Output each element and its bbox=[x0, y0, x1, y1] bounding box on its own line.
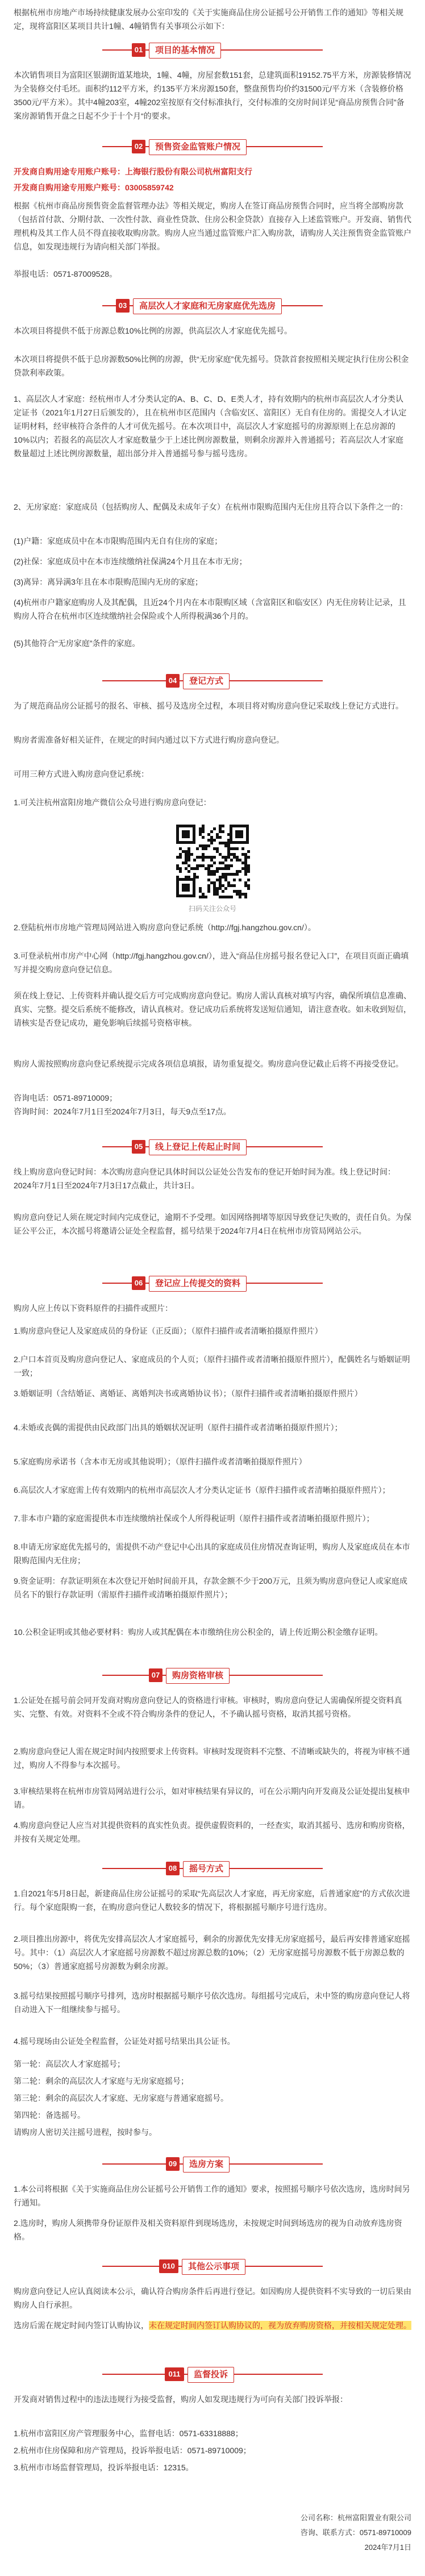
section-header-07 bbox=[0, 1665, 425, 1686]
s4-p1: 为了规范商品房公证摇号的报名、审核、摇号及选房全过程，本项目将对购房意向登记采取线上登记方式进行。 bbox=[14, 701, 403, 710]
section-header-08 bbox=[0, 1858, 425, 1879]
s4-p7: 须在线上登记、上传资料并确认提交后方可完成购房意向登记。购房人需认真核对填写内容，确保所填信息准确、真实、完整。提交后系统不能修改，请认真核对。登记成功后系统将发送短信通知，请注意查收。如未收到短信，请核实是否登记成功，避免影响后续摇号资格审核。 bbox=[14, 991, 411, 1027]
s4-p6: 3.可登录杭州市房产中心网（http://fgj.hangzhou.gov.cn/），进入“商品住房摇号报名登记入口”，在项目页面正确填写并提交购房意向登记信息。 bbox=[14, 951, 409, 974]
section-header-010 bbox=[0, 2256, 425, 2277]
s9-p1: 1.本公司将根据《关于实施商品住房公证摇号公开销售工作的通知》要求，按照摇号顺序号依次选房，选房时间另行通知。 bbox=[14, 2184, 410, 2207]
s4-p5: 2.登陆杭州市房地产管理局网站进入购房意向登记系统（http://fgj.hangzhou.gov.cn/）。 bbox=[14, 923, 316, 932]
s8-p7: 第三轮：剩余的高层次人才家庭、无房家庭与普通家庭摇号。 bbox=[14, 2094, 228, 2103]
s11-p4: 3.杭州市市场监督管理局，投诉举报电话：12315。 bbox=[14, 2463, 194, 2472]
s3-p2: 本次项目将提供不低于总房源数50%比例的房源，供“无房家庭”优先摇号。贷款首套按照相关规定执行住房公积金贷款利率政策。 bbox=[14, 355, 409, 377]
s6-p9: 8.申请无房家庭优先摇号的，需提供不动产登记中心出具的家庭成员住房情况查询证明，购房人及家庭成员在本市限购范围内无住房； bbox=[14, 1542, 410, 1565]
signature-company: 公司名称：杭州富阳置业有限公司 bbox=[300, 2513, 411, 2522]
s8-p6: 第二轮：剩余的高层次人才家庭与无房家庭摇号； bbox=[14, 2076, 189, 2086]
section-number: 09 bbox=[166, 2157, 180, 2171]
s6-p3: 2.户口本首页及购房意向登记人、家庭成员的个人页；（原件扫描件或者清晰拍摄原件照片），配偶姓名与婚姻证明一致； bbox=[14, 1355, 410, 1378]
section-header-05 bbox=[0, 1137, 425, 1157]
section-title: 预售资金监管账户情况 bbox=[149, 139, 247, 155]
section-title: 监督投诉 bbox=[188, 2367, 234, 2383]
section-header-04 bbox=[0, 671, 425, 691]
s8-p8: 第四轮：备选摇号。 bbox=[14, 2111, 85, 2120]
section-header-06 bbox=[0, 1273, 425, 1293]
s4-p10: 咨询时间：2024年7月1日至2024年7月3日，每天9点至17点。 bbox=[14, 1107, 231, 1116]
s11-p1: 开发商对销售过程中的违法违规行为接受监督，购房人如发现违规行为可向有关部门投诉举报： bbox=[14, 2395, 348, 2404]
qr-caption: 扫码关注公众号 bbox=[188, 905, 236, 913]
section-title: 购房资格审核 bbox=[166, 1668, 230, 1684]
s1-paragraph: 本次销售项目为富阳区银湖街道某地块，1幢、4幢，房屋套数151套，总建筑面积19152.75平方米，房源装修情况为全装修交付毛坯。面积约112平方米，约135平方米房源150套，整盘预售均价约31500元/平方米（含装修价格3500元/平方米）。其中4幢203室，4幢202室按原有交付标准执行，交付标准的交房时间详见“商品房预售合同”备案房源销售开盘之日起不少于十个月“的要求。 bbox=[14, 70, 411, 120]
signature-phone: 咨询、联系方式：0571-89710009 bbox=[300, 2528, 411, 2537]
s3-p3: 1、高层次人才家庭：经杭州市人才分类认定的A、B、C、D、E类人才，持有效期内的杭州市高层次人才分类认定证书（2021年1月27日后颁发的），且在杭州市区范围内（含临安区、富阳区）无自有住房的。需提交人才认定证明材料，经审核符合条件的人才可优先摇号。在本次项目中，高层次人才家庭摇号的房源原则上在总房源的10%以内；若报名的高层次人才家庭数量少于上述比例房源数量，则剩余房源并入普通摇号；若高层次人才家庭数量超过上述比例房源数量，超出部分并入普通摇号参与摇号选房。 bbox=[14, 394, 407, 458]
s6-p7: 6.高层次人才家庭需上传有效期内的杭州市高层次人才分类认定证书（原件扫描件或者清晰拍摄原件照片）； bbox=[14, 1485, 390, 1495]
s7-p2: 2.购房意向登记人需在规定时间内按照要求上传资料。审核时发现资料不完整、不清晰或缺失的，将视为审核不通过，购房人不得参与本次摇号。 bbox=[14, 1747, 410, 1770]
s6-p6: 5.家庭购房承诺书（含本市无房或其他说明）；（原件扫描件或者清晰拍摄原件照片） bbox=[14, 1457, 307, 1466]
section-title: 登记应上传提交的资料 bbox=[149, 1276, 247, 1292]
section-number: 06 bbox=[132, 1276, 145, 1290]
s4-p4: 1.可关注杭州富阳房地产微信公众号进行购房意向登记： bbox=[14, 798, 211, 807]
s6-p10: 9.资金证明：存款证明须在本次登记开始时间前开具，存款金额不少于200万元，且须为购房意向登记人或家庭成员名下的银行存款证明（需原件扫描件或清晰拍摄原件照片）； bbox=[14, 1576, 408, 1599]
s6-p5: 4.未婚或丧偶的需提供由民政部门出具的婚姻状况证明（原件扫描件或者清晰拍摄原件照片）； bbox=[14, 1423, 343, 1432]
s6-p4: 3.婚姻证明（含结婚证、离婚证、离婚判决书或离婚协议书）；（原件扫描件或者清晰拍摄原件照片） bbox=[14, 1389, 363, 1398]
s8-p2: 2.项目推出房源中，将优先安排高层次人才家庭摇号，剩余的房源优先安排无房家庭摇号，最后再安排普通家庭摇号。其中：（1）高层次人才家庭摇号房源数不超过房源总数的10%；（2）无房家庭摇号房源数不低于房源总数的50%；（3）普通家庭摇号房源数为剩余房源。 bbox=[14, 1934, 410, 1971]
s10-p2-highlight: 未在规定时间内签订认购协议的，视为放弃购房资格，并按相关规定处理。 bbox=[149, 2321, 411, 2330]
section-number: 04 bbox=[166, 674, 180, 688]
s8-p4: 4.摇号现场由公证处全程监督，公证处对摇号结果出具公证书。 bbox=[14, 2037, 235, 2046]
s8-p3: 3.摇号结果按照摇号顺序号排列，选房时根据摇号顺序号依次选房。每组摇号完成后，未中签的购房意向登记人将自动进入下一组继续参与摇号。 bbox=[14, 1991, 410, 2014]
section-header-03 bbox=[0, 296, 425, 316]
s8-p9: 请购房人密切关注摇号进程，按时参与。 bbox=[14, 2128, 157, 2137]
section-number: 02 bbox=[132, 140, 145, 153]
s5-p1: 线上购房意向登记时间：本次购房意向登记具体时间以公证处公告发布的登记开始时间为准。线上登记时间：2024年7月1日至2024年7月3日17点截止，共计3日。 bbox=[14, 1167, 395, 1190]
s5-p2: 购房意向登记人须在规定时间内完成登记，逾期不予受理。如因网络拥堵等原因导致登记失败的，责任自负。为保证公平公正，本次摇号将邀请公证处全程监督，摇号结果于2024年7月4日在杭州市房管局网站公示。 bbox=[14, 1213, 411, 1235]
signature-date: 2024年7月1日 bbox=[364, 2543, 411, 2552]
s6-p8: 7.非本市户籍的家庭需提供本市连续缴纳社保或个人所得税证明（原件扫描件或者清晰拍摄原件照片）； bbox=[14, 1514, 374, 1523]
s4-p9: 咨询电话：0571-89710009； bbox=[14, 1093, 118, 1102]
intro-text: 根据杭州市房地产市场持续健康发展办公室印发的《关于实施商品住房公证摇号公开销售工作的通知》等相关规定，现将富阳区某项目共计1幢、4幢销售有关事项公示如下： bbox=[14, 8, 403, 31]
section-header-01 bbox=[0, 40, 425, 60]
section-title: 选房方案 bbox=[183, 2157, 230, 2173]
qr-code-image bbox=[173, 821, 252, 901]
s9-p2: 2.选房时，购房人须携带身份证原件及相关资料原件到现场选房，未按规定时间到场选房的视为自动放弃选房资格。 bbox=[14, 2219, 402, 2241]
s11-p2: 1.杭州市富阳区房产管理服务中心，监督电话：0571-63318888； bbox=[14, 2429, 243, 2438]
section-number: 010 bbox=[159, 2259, 178, 2273]
section-header-09 bbox=[0, 2154, 425, 2174]
s2-account-number: 开发商自购用途专用账户账号：03005859742 bbox=[14, 183, 174, 192]
section-number: 07 bbox=[149, 1668, 163, 1682]
s2-paragraph: 根据《杭州市商品房预售资金监督管理办法》等相关规定，购房人在签订商品房预售合同时，应当将全部购房款（包括首付款、分期付款、一次性付款、商业性贷款、住房公积金贷款）直接存入上述监管账户。开发商、销售代理机构及其工作人员不得直接收取购房款。购房人应当通过监管账户汇入购房款，请购房人关注预售资金监管账户信息，如发现违规行为请向相关部门举报。 bbox=[14, 201, 411, 251]
section-title: 项目的基本情况 bbox=[149, 43, 221, 59]
section-number: 08 bbox=[166, 1862, 180, 1875]
section-title: 高层次人才家庭和无房家庭优先选房 bbox=[133, 298, 282, 314]
s4-p3: 可用三种方式进入购房意向登记系统： bbox=[14, 769, 149, 779]
s4-p2: 购房者需准备好相关证件，在规定的时间内通过以下方式进行购房意向登记。 bbox=[14, 735, 284, 744]
s3-p7: (3)离异：离异满3年且在本市限购范围内无房的家庭； bbox=[14, 577, 203, 586]
s3-p9: (5)其他符合“无房家庭”条件的家庭。 bbox=[14, 639, 140, 648]
section-title: 线上登记上传起止时间 bbox=[149, 1139, 247, 1155]
s10-p1: 购房意向登记人应认真阅读本公示，确认符合购房条件后再进行登记。如因购房人提供资料不实导致的一切后果由购房人自行承担。 bbox=[14, 2287, 411, 2309]
s11-p3: 2.杭州市住房保障和房产管理局，投诉举报电话：0571-89710009； bbox=[14, 2446, 251, 2455]
s3-p8: (4)杭州市户籍家庭购房人及其配偶，且近24个月内在本市限购区域（含富阳区和临安区）内无住房转让记录，且购房人符合在杭州市区连续缴纳社会保险或个人所得税满36个月的。 bbox=[14, 598, 406, 621]
section-title: 摇号方式 bbox=[183, 1861, 230, 1877]
s7-p1: 1.公证处在摇号前会同开发商对购房意向登记人的资格进行审核。审核时，购房意向登记人需确保所提交资料真实、完整、有效。对资料不全或不符合购房条件的登记人，不予确认摇号资格，取消其摇号资格。 bbox=[14, 1696, 402, 1718]
s10-p2 bbox=[14, 2319, 411, 2332]
section-number: 011 bbox=[165, 2367, 184, 2381]
section-header-02 bbox=[0, 136, 425, 157]
section-header-011 bbox=[0, 2364, 425, 2384]
s6-p2: 1.购房意向登记人及家庭成员的身份证（正反面）；（原件扫描件或者清晰拍摄原件照片） bbox=[14, 1326, 323, 1335]
s3-p6: (2)社保：家庭成员中在本市连续缴纳社保满24个月且在本市无房； bbox=[14, 557, 247, 566]
s6-p11: 10.公积金证明或其他必要材料：购房人或其配偶在本市缴纳住房公积金的，请上传近期公积金缴存证明。 bbox=[14, 1628, 383, 1637]
section-number: 05 bbox=[132, 1140, 145, 1154]
section-number: 03 bbox=[116, 299, 130, 313]
section-title: 其他公示事项 bbox=[182, 2259, 245, 2275]
s4-p8: 购房人需按照购房意向登记系统提示完成各项信息填报，请勿重复提交。购房意向登记截止后将不再接受登记。 bbox=[14, 1059, 403, 1068]
section-number: 01 bbox=[132, 43, 145, 57]
s10-p2-text: 选房后需在规定时间内签订认购协议， bbox=[14, 2321, 149, 2330]
s2-account-bank: 开发商自购用途专用账户账号：上海银行股份有限公司杭州富阳支行 bbox=[14, 167, 252, 176]
s3-p5: (1)户籍：家庭成员中在本市限购范围内无自有住房的家庭； bbox=[14, 536, 223, 546]
s8-p5: 第一轮：高层次人才家庭摇号； bbox=[14, 2059, 125, 2069]
s2-phone: 举报电话：0571-87009528。 bbox=[14, 269, 118, 278]
s7-p3: 3.审核结果将在杭州市房管局网站进行公示，如对审核结果有异议的，可在公示期内向开发商及公证处提出复核申请。 bbox=[14, 1787, 410, 1809]
s7-p4: 4.购房意向登记人应当对其提供资料的真实性负责。提供虚假资料的，一经查实，取消其摇号、选房和购房资格，并按有关规定处理。 bbox=[14, 1821, 410, 1843]
section-title: 登记方式 bbox=[183, 673, 230, 689]
s3-p4: 2、无房家庭：家庭成员（包括购房人、配偶及未成年子女）在杭州市限购范围内无住房且符合以下条件之一的： bbox=[14, 502, 408, 511]
s8-p1: 1.自2021年5月8日起，新建商品住房公证摇号的采取“先高层次人才家庭，再无房家庭，后普通家庭”的方式依次进行。每个家庭限购一套，在购房意向登记人数较多的情况下，将根据摇号顺序号进行选房。 bbox=[14, 1889, 410, 1912]
s3-p1: 本次项目将提供不低于房源总数10%比例的房源，供高层次人才家庭优先摇号。 bbox=[14, 326, 293, 335]
s6-p1: 购房人应上传以下资料原件的扫描件或照片： bbox=[14, 1304, 173, 1313]
